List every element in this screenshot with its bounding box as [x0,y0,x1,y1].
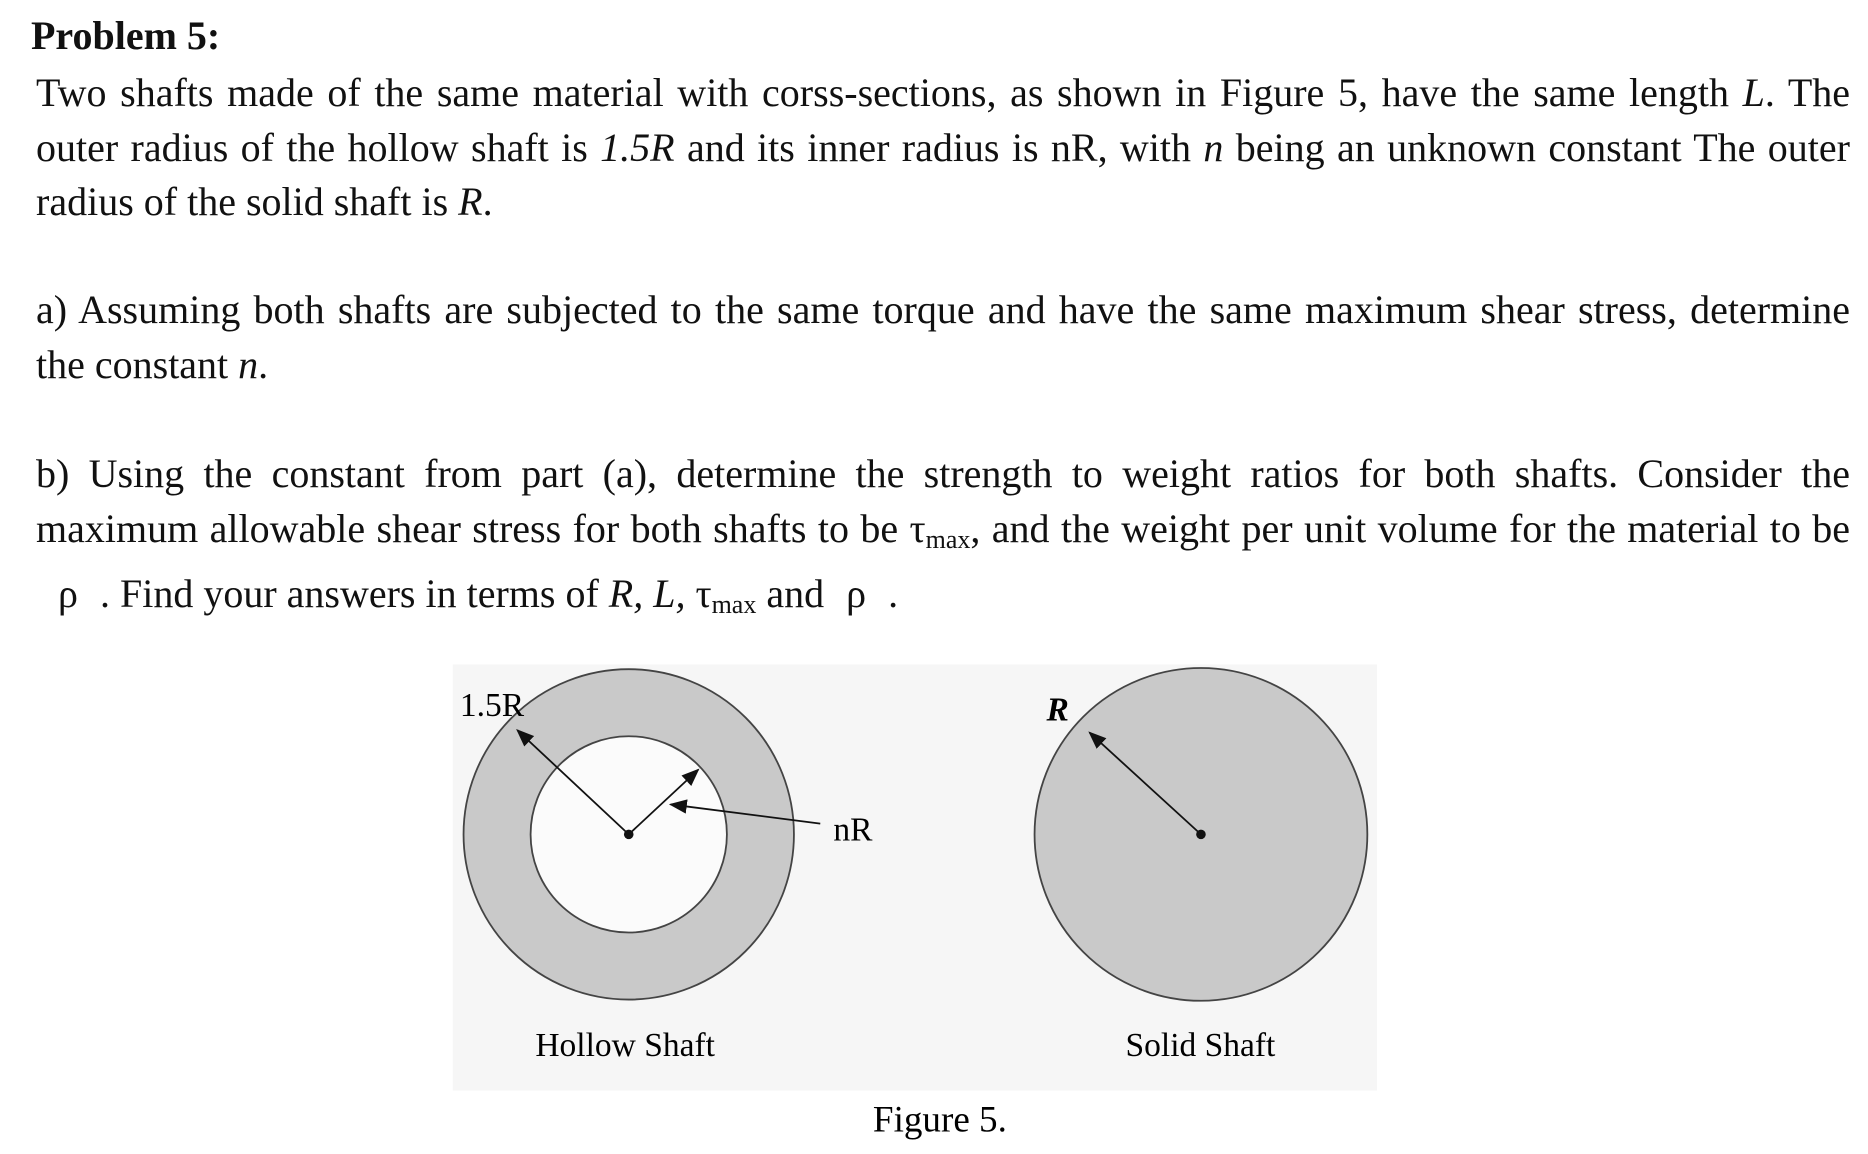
text: a) Assuming both shafts are subjected to the same torque and have the same maximum shear stress, determine the constant [36,287,1850,387]
text: . [258,341,269,387]
text: , and the weight per unit volume for the material to be [970,505,1850,551]
var-l: L [1742,70,1765,115]
text: . [482,179,493,224]
text: and [756,571,825,616]
text: . Find your answers in terms of [99,571,609,616]
outer-radius-label: 1.5R [459,686,525,724]
solid-caption: Solid Shaft [1125,1026,1276,1064]
text: . [888,571,899,616]
inner-radius-label: nR [833,811,873,849]
text: . The outer radius of the hollow shaft is [36,70,1851,170]
var-r: R [458,179,483,224]
var-n: n [238,341,259,387]
solid-shaft [1035,668,1368,1001]
hollow-caption: Hollow Shaft [535,1026,715,1064]
solid-radius-label: R [1046,691,1069,729]
text: Two shafts made of the same material with corss-sections, as shown in Figure 5, have the same length [36,70,1743,115]
problem-title: Problem 5: [31,13,221,58]
subscript: max [711,590,757,619]
vars: R, L, [608,571,686,616]
figure-caption: Figure 5. [872,1099,1007,1141]
var-n: n [1203,124,1224,170]
subscript: max [925,524,971,554]
rho-symbol: ρ [846,571,867,616]
text: b) Using the constant from part (a), determine the strength to weight ratios for both shafts. Consider the maximum allowable shear stress for both shafts to be τ [36,451,1850,551]
text: being an unknown constant The outer radius of the solid shaft is [36,124,1850,224]
text: and its inner radius is nR, with [674,124,1204,170]
text: τ [685,571,712,616]
rho-symbol: ρ [58,571,78,616]
var-outer: 1.5R [600,124,675,170]
